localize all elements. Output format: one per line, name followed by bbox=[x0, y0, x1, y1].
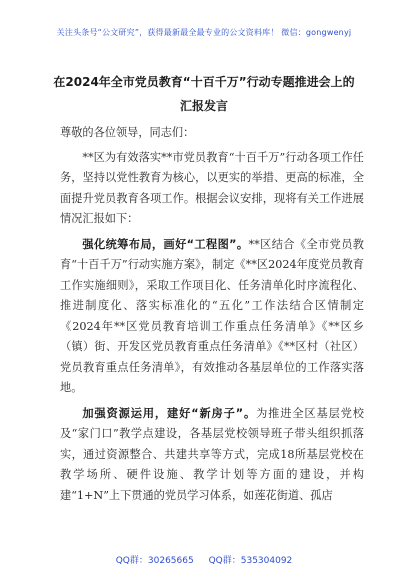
paragraph-intro bbox=[60, 148, 364, 230]
paragraph-planning bbox=[60, 235, 364, 399]
paragraph-resources bbox=[60, 404, 364, 507]
qq-group-1: QQ群：30265665 bbox=[115, 556, 194, 566]
paragraph-intro-text: **区为有效落实**市党员教育“十百千万”行动各项工作任务，坚持以党性教育为核心，以更实的举措、更高的标准，全面提升党员教育各项工作。根据会议安排，现将有关工作进展情况汇报如下： bbox=[60, 150, 364, 225]
qq-group-2: QQ群：535304092 bbox=[208, 556, 293, 566]
paragraph-resources-heading: 加强资源运用，建好“新房子”。 bbox=[82, 406, 257, 420]
title-line-1: 在2024年全市党员教育“十百千万”行动专题推进会上的 bbox=[53, 75, 355, 89]
contact-footer bbox=[0, 553, 408, 566]
document-body bbox=[60, 123, 364, 506]
salutation: 尊敬的各位领导，同志们： bbox=[60, 126, 195, 139]
paragraph-planning-text: **区结合《全市党员教育“十百千万”行动实施方案》，制定《**区2024年度党员教育工作实施细则》，采取工作项目化、任务清单化时序流程化、推进制度化、落实标准化的“五化”工作法结合区情制定《2024年**区党员教育培训工作重点任务清单》《**区乡（镇）街、开发区党员教育重点任务清单》《**区村（社区）党员教育重点任务清单》，有效推动各基层单位的工作落实落地。 bbox=[60, 237, 364, 394]
title-line-2: 汇报发言 bbox=[179, 99, 228, 113]
promo-banner: 关注头条号“公文研究”，获得最新最全最专业的公文资料库！ 微信：gongwenyj bbox=[56, 28, 352, 37]
paragraph-planning-heading: 强化统筹布局，画好“工程图”。 bbox=[82, 237, 249, 251]
document-title bbox=[40, 70, 368, 118]
paragraph-resources-text: 为推进全区基层党校及“家门口”教学点建设，各基层党校领导班子带头组织抓落实，通过资源整合、共建共享等方式，完成18所基层党校在教学场所、硬件设施、教学计划等方面的建设，并构建“1+N”上下贯通的党员学习体系，如莲花街道、孤店 bbox=[60, 406, 364, 502]
